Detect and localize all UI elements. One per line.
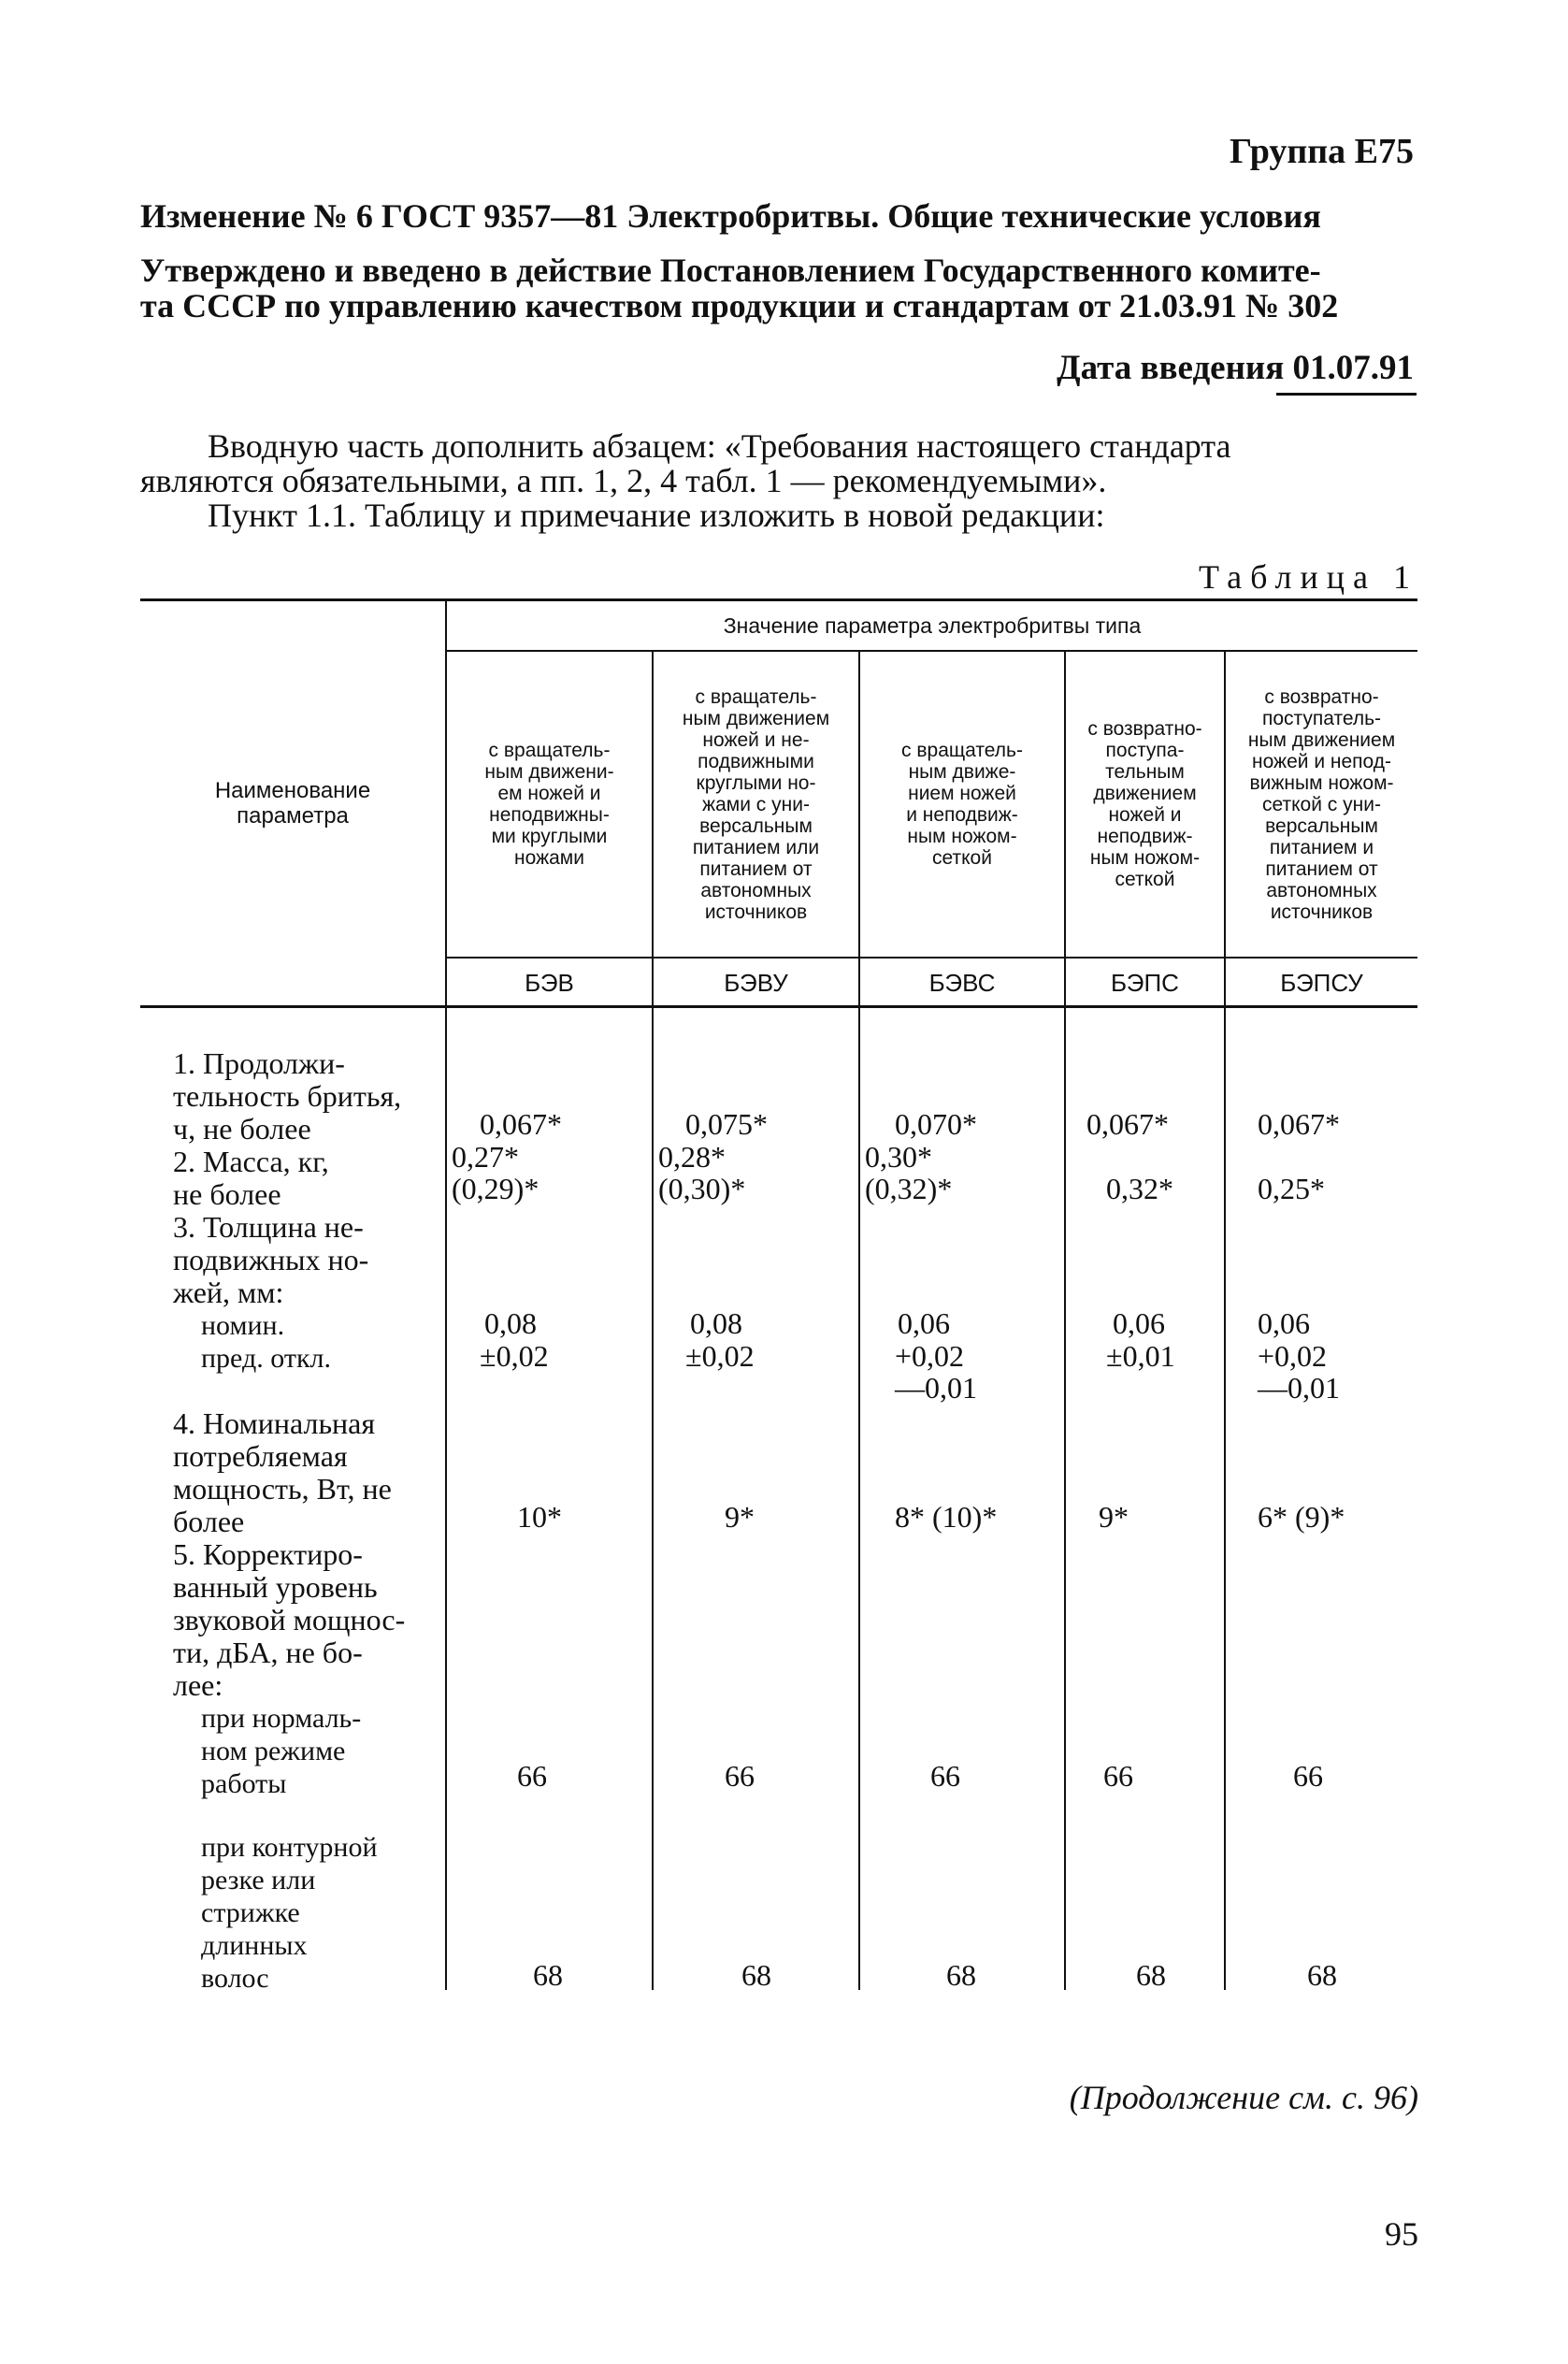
row-label-noise-normal: при нормаль- ном режиме работы bbox=[201, 1703, 362, 1799]
cell-power-beps: 9* bbox=[1099, 1500, 1129, 1534]
cell-noise-contour-beps: 68 bbox=[1136, 1958, 1166, 1992]
change-title: Изменение № 6 ГОСТ 9357—81 Электробритвы. Общие технические условия bbox=[140, 197, 1321, 235]
cell-thickness-tol-beps: ±0,01 bbox=[1106, 1339, 1175, 1373]
cell-thickness-nom-beps: 0,06 bbox=[1113, 1306, 1165, 1340]
row-label-mass: 2. Масса, кг, не более bbox=[173, 1145, 329, 1211]
cell-power-bevs: 8* (10)* bbox=[895, 1500, 998, 1534]
row-label-noise-contour: при контурной резке или стрижке длинных волос bbox=[201, 1832, 378, 1994]
approval-text-line-2: та СССР по управлению качеством продукции и стандартам от 21.03.91 № 302 bbox=[140, 287, 1339, 324]
cell-thickness-nom-bepsu: 0,06 bbox=[1258, 1306, 1310, 1340]
introduction-date: Дата введения 01.07.91 bbox=[1057, 349, 1414, 387]
cell-noise-normal-bev: 66 bbox=[517, 1759, 547, 1793]
row-label-thickness: 3. Толщина не- подвижных но- жей, мм: bbox=[173, 1210, 369, 1309]
type-code-bepsu: БЭПСУ bbox=[1280, 969, 1363, 997]
type-code-bev: БЭВ bbox=[525, 969, 574, 997]
column-description-beps: с возвратно- поступа- тельным движением ножей и неподвиж- ным ножом- сеткой bbox=[1087, 718, 1202, 890]
page-number: 95 bbox=[1385, 2215, 1418, 2253]
parameter-name-header: Наименование параметра bbox=[214, 778, 371, 829]
header-bottom-rule bbox=[140, 1005, 1417, 1008]
cell-duration-bevs: 0,070* bbox=[895, 1107, 977, 1141]
group-label: Группа Е75 bbox=[1229, 132, 1414, 171]
row-label-duration: 1. Продолжи- тельность бритья, ч, не более bbox=[173, 1046, 402, 1146]
row-label-noise: 5. Корректиро- ванный уровень звуковой мощнос- ти, дБА, не бо- лее: bbox=[173, 1537, 406, 1702]
row-label-tolerance: пред. откл. bbox=[201, 1343, 331, 1374]
cell-mass-beps: 0,32* bbox=[1106, 1172, 1173, 1205]
body-column-divider bbox=[1224, 1008, 1226, 1990]
cell-thickness-nom-bevu: 0,08 bbox=[690, 1306, 742, 1340]
paragraph-2: Пункт 1.1. Таблицу и примечание изложить в новой редакции: bbox=[208, 497, 1105, 534]
cell-thickness-nom-bevs: 0,06 bbox=[898, 1306, 950, 1340]
cell-noise-normal-bepsu: 66 bbox=[1293, 1759, 1323, 1793]
type-code-beps: БЭПС bbox=[1111, 969, 1179, 997]
column-description-bevu: с вращатель- ным движением ножей и не- подвижными круглыми но- жами с уни- версальным питанием или питанием от автономных источников bbox=[682, 685, 830, 923]
cell-noise-contour-bepsu: 68 bbox=[1307, 1958, 1337, 1992]
cell-noise-normal-bevu: 66 bbox=[725, 1759, 755, 1793]
column-description-bev: с вращатель- ным движени- ем ножей и неподвижны- ми круглыми ножами bbox=[484, 740, 614, 869]
type-code-bevu: БЭВУ bbox=[724, 969, 788, 997]
cell-noise-contour-bevu: 68 bbox=[741, 1958, 771, 1992]
type-code-bevs: БЭВС bbox=[928, 969, 996, 997]
column-description-bepsu: с возвратно- поступатель- ным движением ножей и непод- вижным ножом- сеткой с уни- версальным питанием и питанием от автономных источников bbox=[1247, 685, 1396, 923]
cell-thickness-tol-bepsu: +0,02 —0,01 bbox=[1258, 1339, 1340, 1405]
paragraph-1-line-2: являются обязательными, а пп. 1, 2, 4 табл. 1 — рекомендуемыми». bbox=[140, 462, 1107, 499]
cell-duration-beps: 0,067* bbox=[1086, 1107, 1169, 1141]
row-label-power: 4. Номинальная потребляемая мощность, Вт, не более bbox=[173, 1406, 392, 1538]
cell-power-bepsu: 6* (9)* bbox=[1258, 1500, 1345, 1534]
cell-mass-bevs: 0,30* (0,32)* bbox=[865, 1140, 953, 1205]
cell-mass-bevu: 0,28* (0,30)* bbox=[658, 1140, 746, 1205]
approval-text-line-1: Утверждено и введено в действие Постановлением Государственного комите- bbox=[140, 252, 1321, 289]
cell-thickness-tol-bevu: ±0,02 bbox=[685, 1339, 755, 1373]
cell-power-bev: 10* bbox=[517, 1500, 562, 1534]
cell-mass-bepsu: 0,25* bbox=[1258, 1172, 1325, 1205]
body-column-divider bbox=[858, 1008, 860, 1990]
value-header: Значение параметра электробритвы типа bbox=[723, 613, 1142, 638]
body-column-divider bbox=[1064, 1008, 1066, 1990]
column-description-bevs: с вращатель- ным движе- нием ножей и неподвиж- ным ножом- сеткой bbox=[901, 740, 1023, 869]
continuation-note: (Продолжение см. с. 96) bbox=[1069, 2079, 1418, 2116]
cell-noise-normal-bevs: 66 bbox=[930, 1759, 960, 1793]
date-underline bbox=[1276, 393, 1417, 396]
code-rule bbox=[446, 957, 1417, 959]
cell-thickness-nom-bev: 0,08 bbox=[484, 1306, 537, 1340]
paragraph-1-line-1: Вводную часть дополнить абзацем: «Требования настоящего стандарта bbox=[208, 427, 1231, 465]
cell-power-bevu: 9* bbox=[725, 1500, 755, 1534]
cell-noise-contour-bev: 68 bbox=[533, 1958, 563, 1992]
cell-mass-bev: 0,27* (0,29)* bbox=[452, 1140, 539, 1205]
body-column-divider bbox=[445, 1008, 447, 1990]
cell-duration-bevu: 0,075* bbox=[685, 1107, 768, 1141]
row-label-nominal: номин. bbox=[201, 1310, 285, 1341]
cell-duration-bepsu: 0,067* bbox=[1258, 1107, 1340, 1141]
body-column-divider bbox=[652, 1008, 654, 1990]
cell-noise-normal-beps: 66 bbox=[1103, 1759, 1133, 1793]
cell-thickness-tol-bevs: +0,02 —0,01 bbox=[895, 1339, 977, 1405]
cell-duration-bev: 0,067* bbox=[480, 1107, 562, 1141]
cell-thickness-tol-bev: ±0,02 bbox=[480, 1339, 549, 1373]
cell-noise-contour-bevs: 68 bbox=[946, 1958, 976, 1992]
table-caption: Таблица 1 bbox=[1199, 558, 1418, 596]
